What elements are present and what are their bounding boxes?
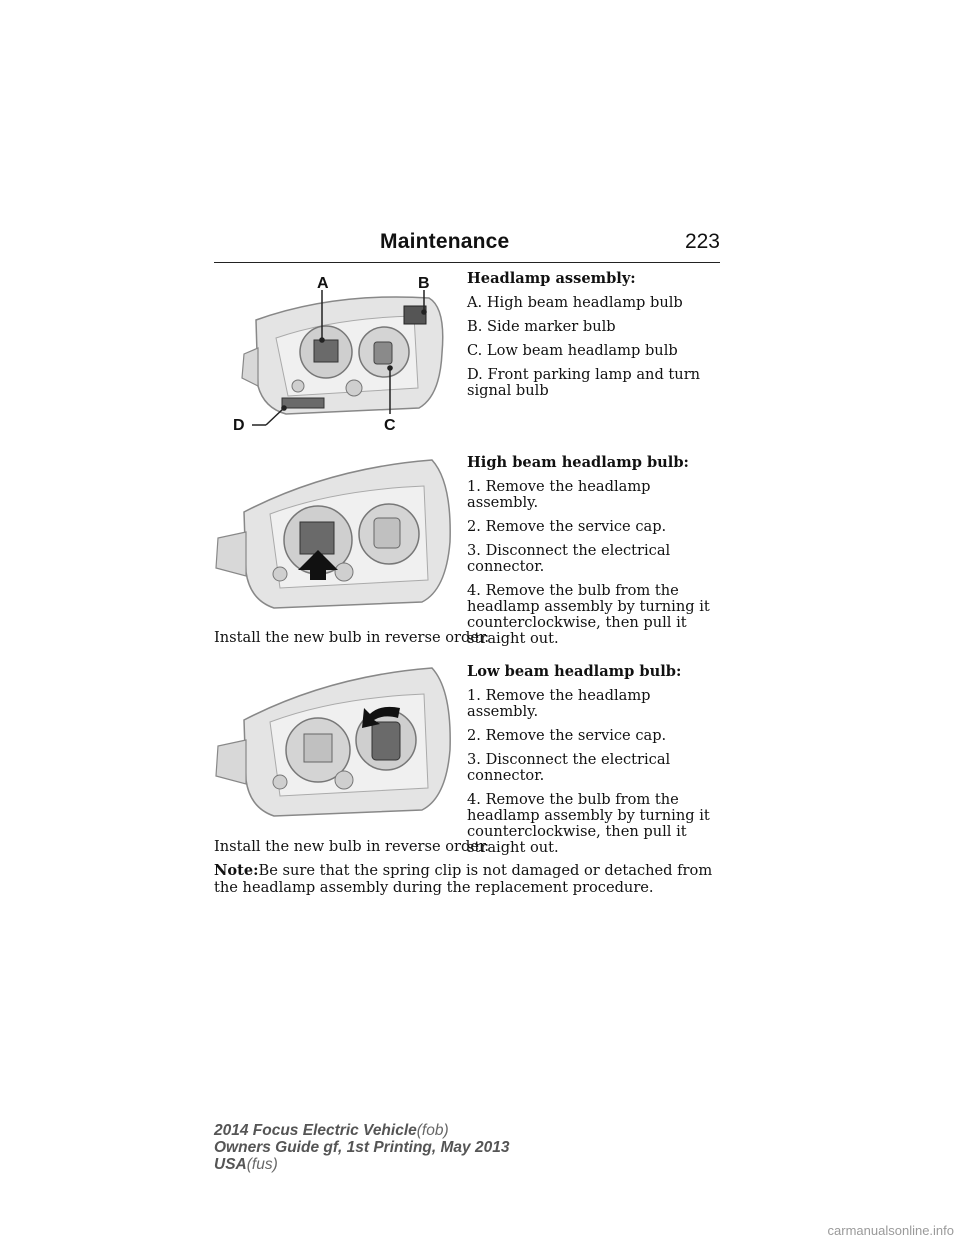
callout-a: A (317, 275, 329, 292)
high-beam-figure (214, 452, 459, 617)
high-beam-heading: High beam headlamp bulb: (467, 454, 689, 471)
low-beam-install-note (214, 838, 724, 855)
section-title: Maintenance (380, 230, 510, 253)
high-beam-step-4: 4. Remove the bulb from the headlamp assembly by turning it counterclockwise, then pull it straight out. (467, 582, 710, 647)
footer-market-code: (fus) (246, 1156, 278, 1173)
headlamp-assembly-illustration (214, 268, 459, 438)
footer-vehicle: 2014 Focus Electric Vehicle (214, 1122, 417, 1139)
footer-vehicle-code: (fob) (416, 1122, 449, 1139)
callout-d: D (233, 417, 245, 434)
headlamp-assembly-figure (214, 268, 459, 438)
legend-item-c: C. Low beam headlamp bulb (467, 342, 678, 359)
legend-item-b: B. Side marker bulb (467, 318, 616, 335)
low-beam-install-text: Install the new bulb in reverse order. (214, 838, 489, 855)
high-beam-step-1: 1. Remove the headlamp assembly. (467, 478, 651, 511)
callout-b: B (418, 275, 430, 292)
high-beam-illustration (214, 452, 459, 617)
note-block (214, 862, 724, 896)
low-beam-step-3: 3. Disconnect the electrical connector. (467, 751, 671, 784)
high-beam-install-text: Install the new bulb in reverse order. (214, 629, 489, 646)
high-beam-steps (467, 455, 722, 655)
page-number: 223 (684, 230, 720, 253)
footer-printing: Owners Guide gf, 1st Printing, May 2013 (214, 1139, 510, 1156)
legend-item-d: D. Front parking lamp and turn signal bulb (467, 366, 701, 399)
assembly-legend (467, 271, 722, 407)
low-beam-steps (467, 664, 722, 864)
low-beam-step-4: 4. Remove the bulb from the headlamp assembly by turning it counterclockwise, then pull it straight out. (467, 791, 710, 856)
note-text: Be sure that the spring clip is not damaged or detached from the headlamp assembly during the replacement procedure. (214, 862, 713, 896)
page-header (214, 226, 720, 263)
high-beam-step-2: 2. Remove the service cap. (467, 518, 667, 535)
legend-item-a: A. High beam headlamp bulb (467, 294, 683, 311)
low-beam-illustration (214, 660, 459, 825)
page-footer (214, 1122, 509, 1173)
callout-c: C (384, 417, 396, 434)
low-beam-step-1: 1. Remove the headlamp assembly. (467, 687, 651, 720)
low-beam-heading: Low beam headlamp bulb: (467, 663, 682, 680)
high-beam-step-3: 3. Disconnect the electrical connector. (467, 542, 671, 575)
assembly-heading: Headlamp assembly: (467, 270, 636, 287)
footer-market: USA (214, 1156, 247, 1173)
low-beam-step-2: 2. Remove the service cap. (467, 727, 667, 744)
low-beam-figure (214, 660, 459, 825)
note-label: Note: (214, 862, 259, 879)
watermark: carmanualsonline.info (827, 1223, 954, 1238)
high-beam-install-note (214, 629, 724, 646)
